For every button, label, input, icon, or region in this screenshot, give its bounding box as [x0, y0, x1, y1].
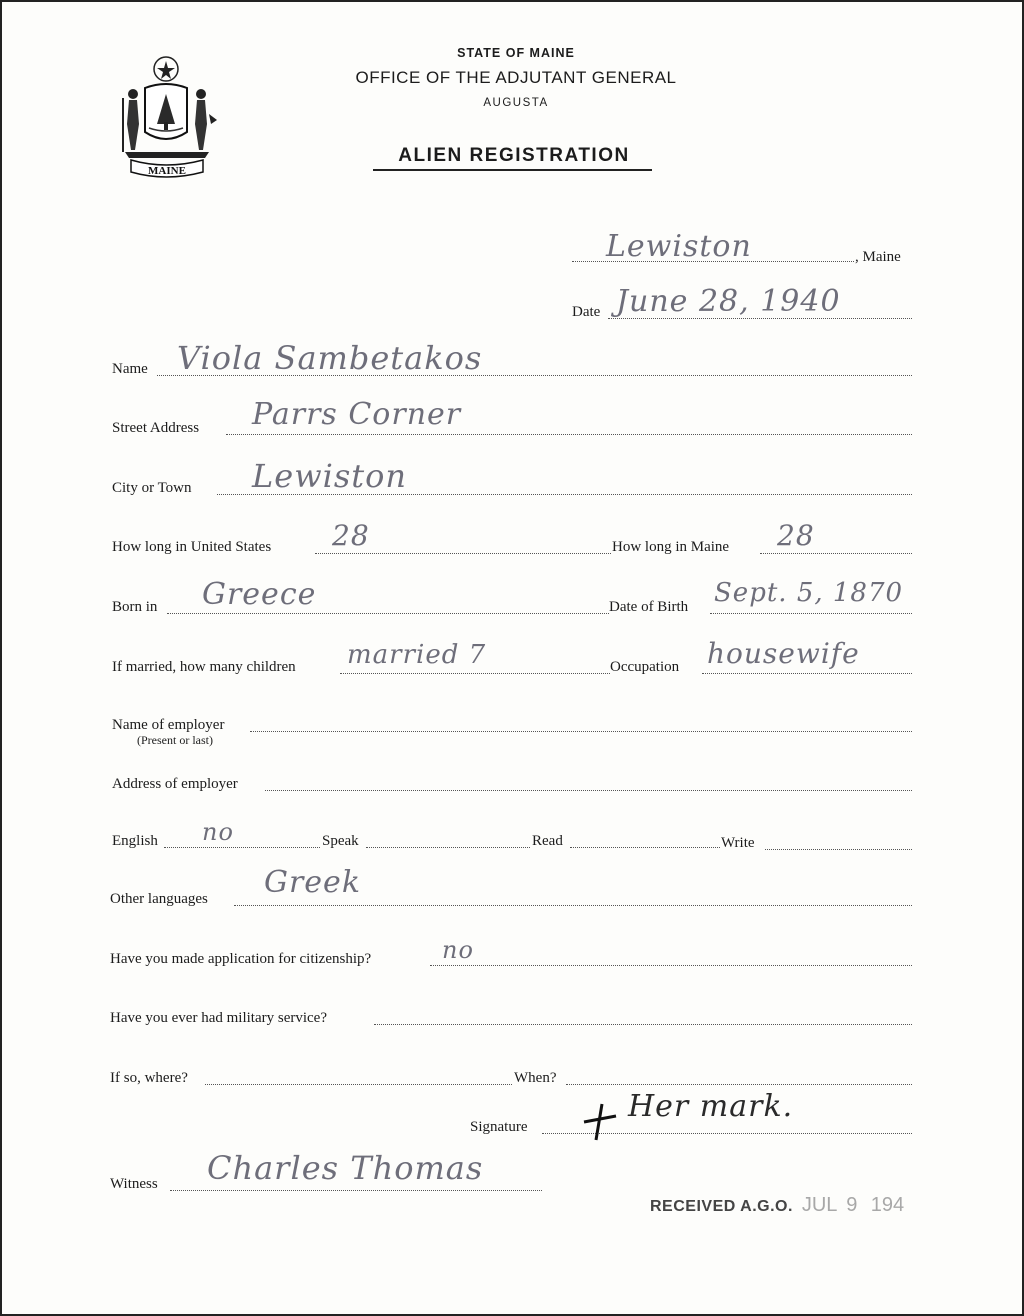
write-label: Write [721, 835, 755, 851]
stamp-received: RECEIVED A.G.O. [650, 1198, 793, 1215]
form-title: ALIEN REGISTRATION [398, 145, 630, 166]
employer-name-line [250, 731, 912, 732]
employer-name-label: Name of employer [112, 717, 225, 733]
place-value: Lewiston [606, 229, 752, 264]
occupation-line [702, 673, 912, 674]
signature-value: Her mark. [628, 1089, 794, 1124]
citizenship-label: Have you made application for citizenship? [110, 951, 372, 967]
city-label: City or Town [112, 480, 192, 496]
speak-label: Speak [322, 833, 359, 849]
how-long-us-line [315, 553, 611, 554]
children-value: married 7 [347, 640, 487, 670]
military-line [374, 1024, 912, 1025]
english-label: English [112, 833, 158, 849]
children-line [340, 673, 610, 674]
read-line [570, 847, 720, 848]
street-line [226, 434, 912, 435]
speak-line [366, 847, 530, 848]
employer-address-label: Address of employer [112, 776, 238, 792]
city-heading: AUGUSTA [483, 97, 549, 109]
name-label: Name [112, 361, 148, 377]
when-line [566, 1084, 912, 1085]
where-label: If so, where? [110, 1070, 188, 1086]
how-long-maine-label: How long in Maine [612, 539, 730, 555]
signature-label: Signature [470, 1119, 528, 1135]
born-in-label: Born in [112, 599, 158, 615]
other-languages-label: Other languages [110, 891, 208, 907]
employer-name-sublabel: (Present or last) [137, 733, 213, 747]
how-long-maine-line [760, 553, 912, 554]
date-label: Date [572, 304, 601, 320]
other-languages-line [234, 905, 912, 906]
street-label: Street Address [112, 420, 200, 436]
employer-address-line [265, 790, 912, 791]
when-label: When? [514, 1070, 557, 1086]
signature-x-mark-icon [580, 1102, 620, 1142]
citizenship-value: no [442, 936, 474, 964]
dob-label: Date of Birth [609, 599, 689, 615]
how-long-us-label: How long in United States [112, 539, 272, 555]
how-long-us-value: 28 [332, 519, 370, 552]
stamp-year: 194 [870, 1194, 905, 1216]
military-label: Have you ever had military service? [110, 1010, 327, 1026]
witness-value: Charles Thomas [207, 1149, 484, 1187]
born-in-line [167, 613, 609, 614]
write-line [765, 849, 912, 850]
street-value: Parrs Corner [252, 397, 462, 432]
dob-line [710, 613, 912, 614]
office-heading: OFFICE OF THE ADJUTANT GENERAL [355, 68, 677, 87]
citizenship-line [430, 965, 912, 966]
witness-label: Witness [110, 1176, 158, 1192]
occupation-value: housewife [707, 637, 860, 670]
stamp-day: 9 [846, 1194, 858, 1216]
state-heading: STATE OF MAINE [457, 46, 575, 60]
seal-banner-text: MAINE [148, 165, 186, 177]
other-languages-value: Greek [264, 865, 361, 900]
how-long-maine-value: 28 [777, 519, 815, 552]
born-in-value: Greece [202, 577, 317, 612]
title-underline [373, 169, 652, 171]
city-value: Lewiston [252, 457, 407, 495]
occupation-label: Occupation [610, 659, 680, 675]
read-label: Read [532, 833, 563, 849]
english-value: no [202, 818, 234, 846]
witness-line [170, 1190, 542, 1191]
date-value: June 28, 1940 [616, 284, 841, 319]
dob-value: Sept. 5, 1870 [714, 578, 904, 608]
stamp-month: JUL [801, 1194, 838, 1216]
children-label: If married, how many children [112, 659, 296, 675]
received-stamp [650, 1194, 904, 1217]
where-line [205, 1084, 512, 1085]
place-suffix: , Maine [855, 249, 901, 265]
name-value: Viola Sambetakos [177, 339, 483, 377]
english-line [164, 847, 320, 848]
